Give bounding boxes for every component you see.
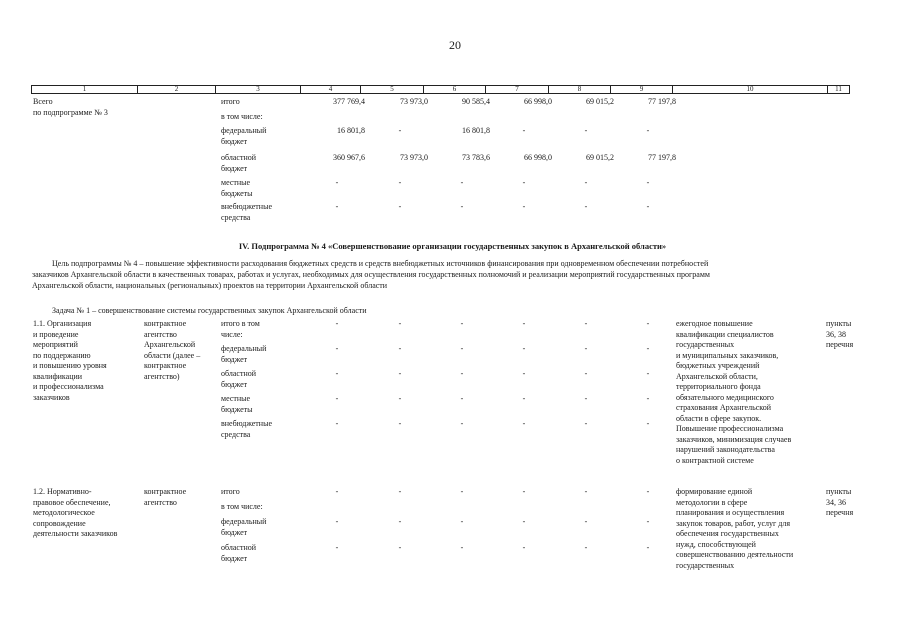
header-col-5: 5 bbox=[361, 86, 424, 94]
goal-line: Архангельской области, национальных (региональных) проектов на территории Архангельской области bbox=[32, 281, 388, 290]
value-cell: - bbox=[646, 319, 650, 328]
section-title: IV. Подпрограмма № 4 «Совершенствование организации государственных закупок в Архангельской области» bbox=[238, 241, 667, 251]
activity-executor: контрактное bbox=[144, 361, 187, 370]
value-cell: - bbox=[335, 202, 339, 211]
funding-source-label: средства bbox=[221, 429, 251, 439]
page-number: 20 bbox=[449, 38, 461, 52]
value-cell: - bbox=[335, 487, 339, 496]
value-cell: - bbox=[335, 543, 339, 552]
value-cell: - bbox=[460, 517, 464, 526]
value-cell: 77 197,8 bbox=[648, 97, 676, 106]
header-col-1: 1 bbox=[32, 86, 138, 94]
value-cell: - bbox=[522, 517, 526, 526]
value-cell: - bbox=[522, 419, 526, 428]
value-cell: - bbox=[460, 419, 464, 428]
activity-name: деятельности заказчиков bbox=[33, 529, 118, 538]
activity-result: бюджетных учреждений bbox=[676, 361, 760, 370]
header-col-7: 7 bbox=[486, 86, 549, 94]
value-cell: - bbox=[460, 369, 464, 378]
activity-result: заказчиков, минимизация случаев bbox=[676, 434, 792, 444]
funding-source-label: в том числе: bbox=[221, 502, 263, 511]
activity-name: и проведение bbox=[33, 329, 79, 339]
value-cell: - bbox=[646, 126, 650, 135]
activity-executor: агентство bbox=[144, 497, 177, 507]
activity-name: 1.2. Нормативно- bbox=[33, 487, 92, 496]
value-cell: - bbox=[460, 202, 464, 211]
activity-executor: агентство) bbox=[144, 371, 180, 381]
value-cell: - bbox=[460, 178, 464, 187]
activity-executor: контрактное bbox=[144, 487, 187, 496]
total-name: по подпрограмме № 3 bbox=[33, 107, 108, 117]
activity-name: заказчиков bbox=[33, 392, 70, 402]
activity-name: по поддержанию bbox=[33, 350, 91, 360]
value-cell: - bbox=[335, 517, 339, 526]
value-cell: 66 998,0 bbox=[524, 97, 552, 106]
value-cell: - bbox=[646, 543, 650, 552]
goal-line: заказчиков Архангельской области в качественных товарах, работах и услугах, необходимых для осуществления государственных полномочий и реализации мероприятий государственных программ bbox=[32, 270, 710, 279]
funding-source-label: федеральный bbox=[221, 517, 267, 526]
value-cell: - bbox=[584, 344, 588, 353]
value-cell: - bbox=[335, 369, 339, 378]
value-cell: - bbox=[398, 394, 402, 403]
funding-source-label: числе: bbox=[221, 329, 243, 339]
activity-name: правовое обеспечение, bbox=[33, 497, 111, 507]
value-cell: - bbox=[460, 319, 464, 328]
activity-name: квалификации bbox=[33, 371, 83, 381]
header-col-6: 6 bbox=[424, 86, 486, 94]
value-cell: - bbox=[646, 344, 650, 353]
funding-source-label: бюджет bbox=[221, 527, 248, 537]
value-cell: - bbox=[398, 126, 402, 135]
value-cell: - bbox=[522, 126, 526, 135]
value-cell: - bbox=[335, 178, 339, 187]
funding-source-label: областной bbox=[221, 543, 257, 552]
header-col-2: 2 bbox=[138, 86, 216, 94]
value-cell: - bbox=[398, 202, 402, 211]
value-cell: - bbox=[584, 369, 588, 378]
activity-name: мероприятий bbox=[33, 340, 78, 349]
value-cell: - bbox=[398, 487, 402, 496]
funding-source-label: внебюджетные bbox=[221, 419, 272, 428]
activity-result: нужд, способствующей bbox=[676, 539, 756, 549]
value-cell: - bbox=[398, 344, 402, 353]
activity-name: сопровождение bbox=[33, 518, 86, 528]
task-line: Задача № 1 – совершенствование системы государственных закупок Архангельской области bbox=[52, 306, 367, 315]
value-cell: - bbox=[460, 344, 464, 353]
value-cell: - bbox=[646, 369, 650, 378]
value-cell: - bbox=[335, 419, 339, 428]
funding-source-label: в том числе: bbox=[221, 112, 263, 121]
header-col-10: 10 bbox=[673, 86, 828, 94]
activity-executor: агентство bbox=[144, 329, 177, 339]
funding-source-label: итого в том bbox=[221, 319, 260, 328]
activity-reference: перечня bbox=[826, 508, 854, 517]
funding-source-label: областной bbox=[221, 153, 257, 162]
value-cell: - bbox=[335, 344, 339, 353]
value-cell: - bbox=[398, 369, 402, 378]
activity-result: формирование единой bbox=[676, 487, 753, 496]
value-cell: - bbox=[522, 394, 526, 403]
activity-result: планирования и осуществления bbox=[676, 508, 785, 517]
value-cell: - bbox=[522, 487, 526, 496]
activity-result: и муниципальных заказчиков, bbox=[676, 350, 779, 360]
header-col-9: 9 bbox=[611, 86, 673, 94]
activity-reference: пункты bbox=[826, 487, 852, 496]
funding-source-label: бюджет bbox=[221, 163, 248, 173]
funding-source-label: внебюджетные bbox=[221, 202, 272, 211]
activity-result: страхования Архангельской bbox=[676, 403, 772, 412]
value-cell: 73 973,0 bbox=[400, 97, 428, 106]
funding-source-label: бюджет bbox=[221, 354, 248, 364]
value-cell: 16 801,8 bbox=[337, 126, 365, 135]
value-cell: 73 973,0 bbox=[400, 153, 428, 162]
funding-source-label: бюджеты bbox=[221, 404, 253, 414]
value-cell: - bbox=[398, 419, 402, 428]
value-cell: - bbox=[522, 319, 526, 328]
activity-result: квалификации специалистов bbox=[676, 329, 774, 339]
value-cell: - bbox=[335, 394, 339, 403]
value-cell: - bbox=[460, 543, 464, 552]
value-cell: - bbox=[584, 394, 588, 403]
value-cell: - bbox=[522, 543, 526, 552]
value-cell: - bbox=[584, 419, 588, 428]
value-cell: - bbox=[584, 319, 588, 328]
value-cell: - bbox=[460, 487, 464, 496]
funding-source-label: бюджеты bbox=[221, 188, 253, 198]
value-cell: - bbox=[646, 202, 650, 211]
goal-line: Цель подпрограммы № 4 – повышение эффективности расходования бюджетных средств и средств внебюджетных источников финансирования при одновременном обеспечении потребностей bbox=[52, 259, 709, 268]
value-cell: 90 585,4 bbox=[462, 97, 490, 106]
value-cell: - bbox=[398, 543, 402, 552]
value-cell: - bbox=[646, 419, 650, 428]
funding-source-label: итого bbox=[221, 487, 240, 496]
funding-source-label: федеральный bbox=[221, 126, 267, 135]
activity-result: территориального фонда bbox=[676, 382, 761, 391]
funding-source-label: средства bbox=[221, 212, 251, 222]
value-cell: 69 015,2 bbox=[586, 97, 614, 106]
funding-source-label: областной bbox=[221, 369, 257, 378]
value-cell: - bbox=[584, 202, 588, 211]
activity-result: обеспечения государственных bbox=[676, 529, 779, 538]
activity-name: и профессионализма bbox=[33, 382, 104, 391]
value-cell: 69 015,2 bbox=[586, 153, 614, 162]
activity-result: области в сфере закупок. bbox=[676, 413, 762, 423]
value-cell: - bbox=[584, 126, 588, 135]
funding-source-label: местные bbox=[221, 178, 251, 187]
column-number-header bbox=[31, 85, 850, 94]
activity-executor: контрактное bbox=[144, 319, 187, 328]
value-cell: - bbox=[522, 178, 526, 187]
activity-reference: 36, 38 bbox=[826, 329, 846, 339]
activity-result: ежегодное повышение bbox=[676, 319, 753, 328]
activity-name: методологическое bbox=[33, 508, 95, 517]
value-cell: - bbox=[398, 517, 402, 526]
value-cell: 16 801,8 bbox=[462, 126, 490, 135]
header-col-4: 4 bbox=[301, 86, 361, 94]
value-cell: - bbox=[522, 344, 526, 353]
activity-executor: области (далее – bbox=[144, 350, 201, 360]
value-cell: 77 197,8 bbox=[648, 153, 676, 162]
activity-result: совершенствованию деятельности bbox=[676, 550, 794, 559]
value-cell: - bbox=[646, 178, 650, 187]
value-cell: - bbox=[522, 369, 526, 378]
value-cell: - bbox=[460, 394, 464, 403]
funding-source-label: местные bbox=[221, 394, 251, 403]
funding-source-label: бюджет bbox=[221, 553, 248, 563]
value-cell: - bbox=[646, 487, 650, 496]
activity-result: закупок товаров, работ, услуг для bbox=[676, 518, 791, 528]
value-cell: - bbox=[584, 517, 588, 526]
activity-executor: Архангельской bbox=[144, 340, 196, 349]
value-cell: 73 783,6 bbox=[462, 153, 490, 162]
funding-source-label: итого bbox=[221, 97, 240, 106]
funding-source-label: бюджет bbox=[221, 136, 248, 146]
activity-result: нарушений законодательства bbox=[676, 445, 775, 454]
activity-result: государственных bbox=[676, 340, 735, 349]
activity-name: и повышению уровня bbox=[33, 361, 107, 370]
activity-reference: 34, 36 bbox=[826, 497, 846, 507]
value-cell: - bbox=[646, 517, 650, 526]
value-cell: - bbox=[398, 319, 402, 328]
total-name: Всего bbox=[33, 97, 53, 106]
activity-result: Повышение профессионализма bbox=[676, 424, 784, 433]
value-cell: - bbox=[646, 394, 650, 403]
header-col-3: 3 bbox=[216, 86, 301, 94]
activity-reference: пункты bbox=[826, 319, 852, 328]
value-cell: - bbox=[335, 319, 339, 328]
value-cell: 360 967,6 bbox=[333, 153, 365, 162]
activity-result: государственных bbox=[676, 560, 735, 570]
header-col-11: 11 bbox=[828, 86, 850, 94]
activity-result: методологии в сфере bbox=[676, 497, 748, 507]
value-cell: - bbox=[584, 543, 588, 552]
activity-reference: перечня bbox=[826, 340, 854, 349]
value-cell: - bbox=[398, 178, 402, 187]
value-cell: 66 998,0 bbox=[524, 153, 552, 162]
value-cell: 377 769,4 bbox=[333, 97, 365, 106]
funding-source-label: бюджет bbox=[221, 379, 248, 389]
value-cell: - bbox=[584, 178, 588, 187]
activity-result: Архангельской области, bbox=[676, 371, 758, 381]
value-cell: - bbox=[522, 202, 526, 211]
funding-source-label: федеральный bbox=[221, 344, 267, 353]
header-col-8: 8 bbox=[549, 86, 611, 94]
value-cell: - bbox=[584, 487, 588, 496]
activity-name: 1.1. Организация bbox=[33, 319, 92, 328]
activity-result: о контрактной системе bbox=[676, 455, 754, 465]
activity-result: обязательного медицинского bbox=[676, 392, 774, 402]
